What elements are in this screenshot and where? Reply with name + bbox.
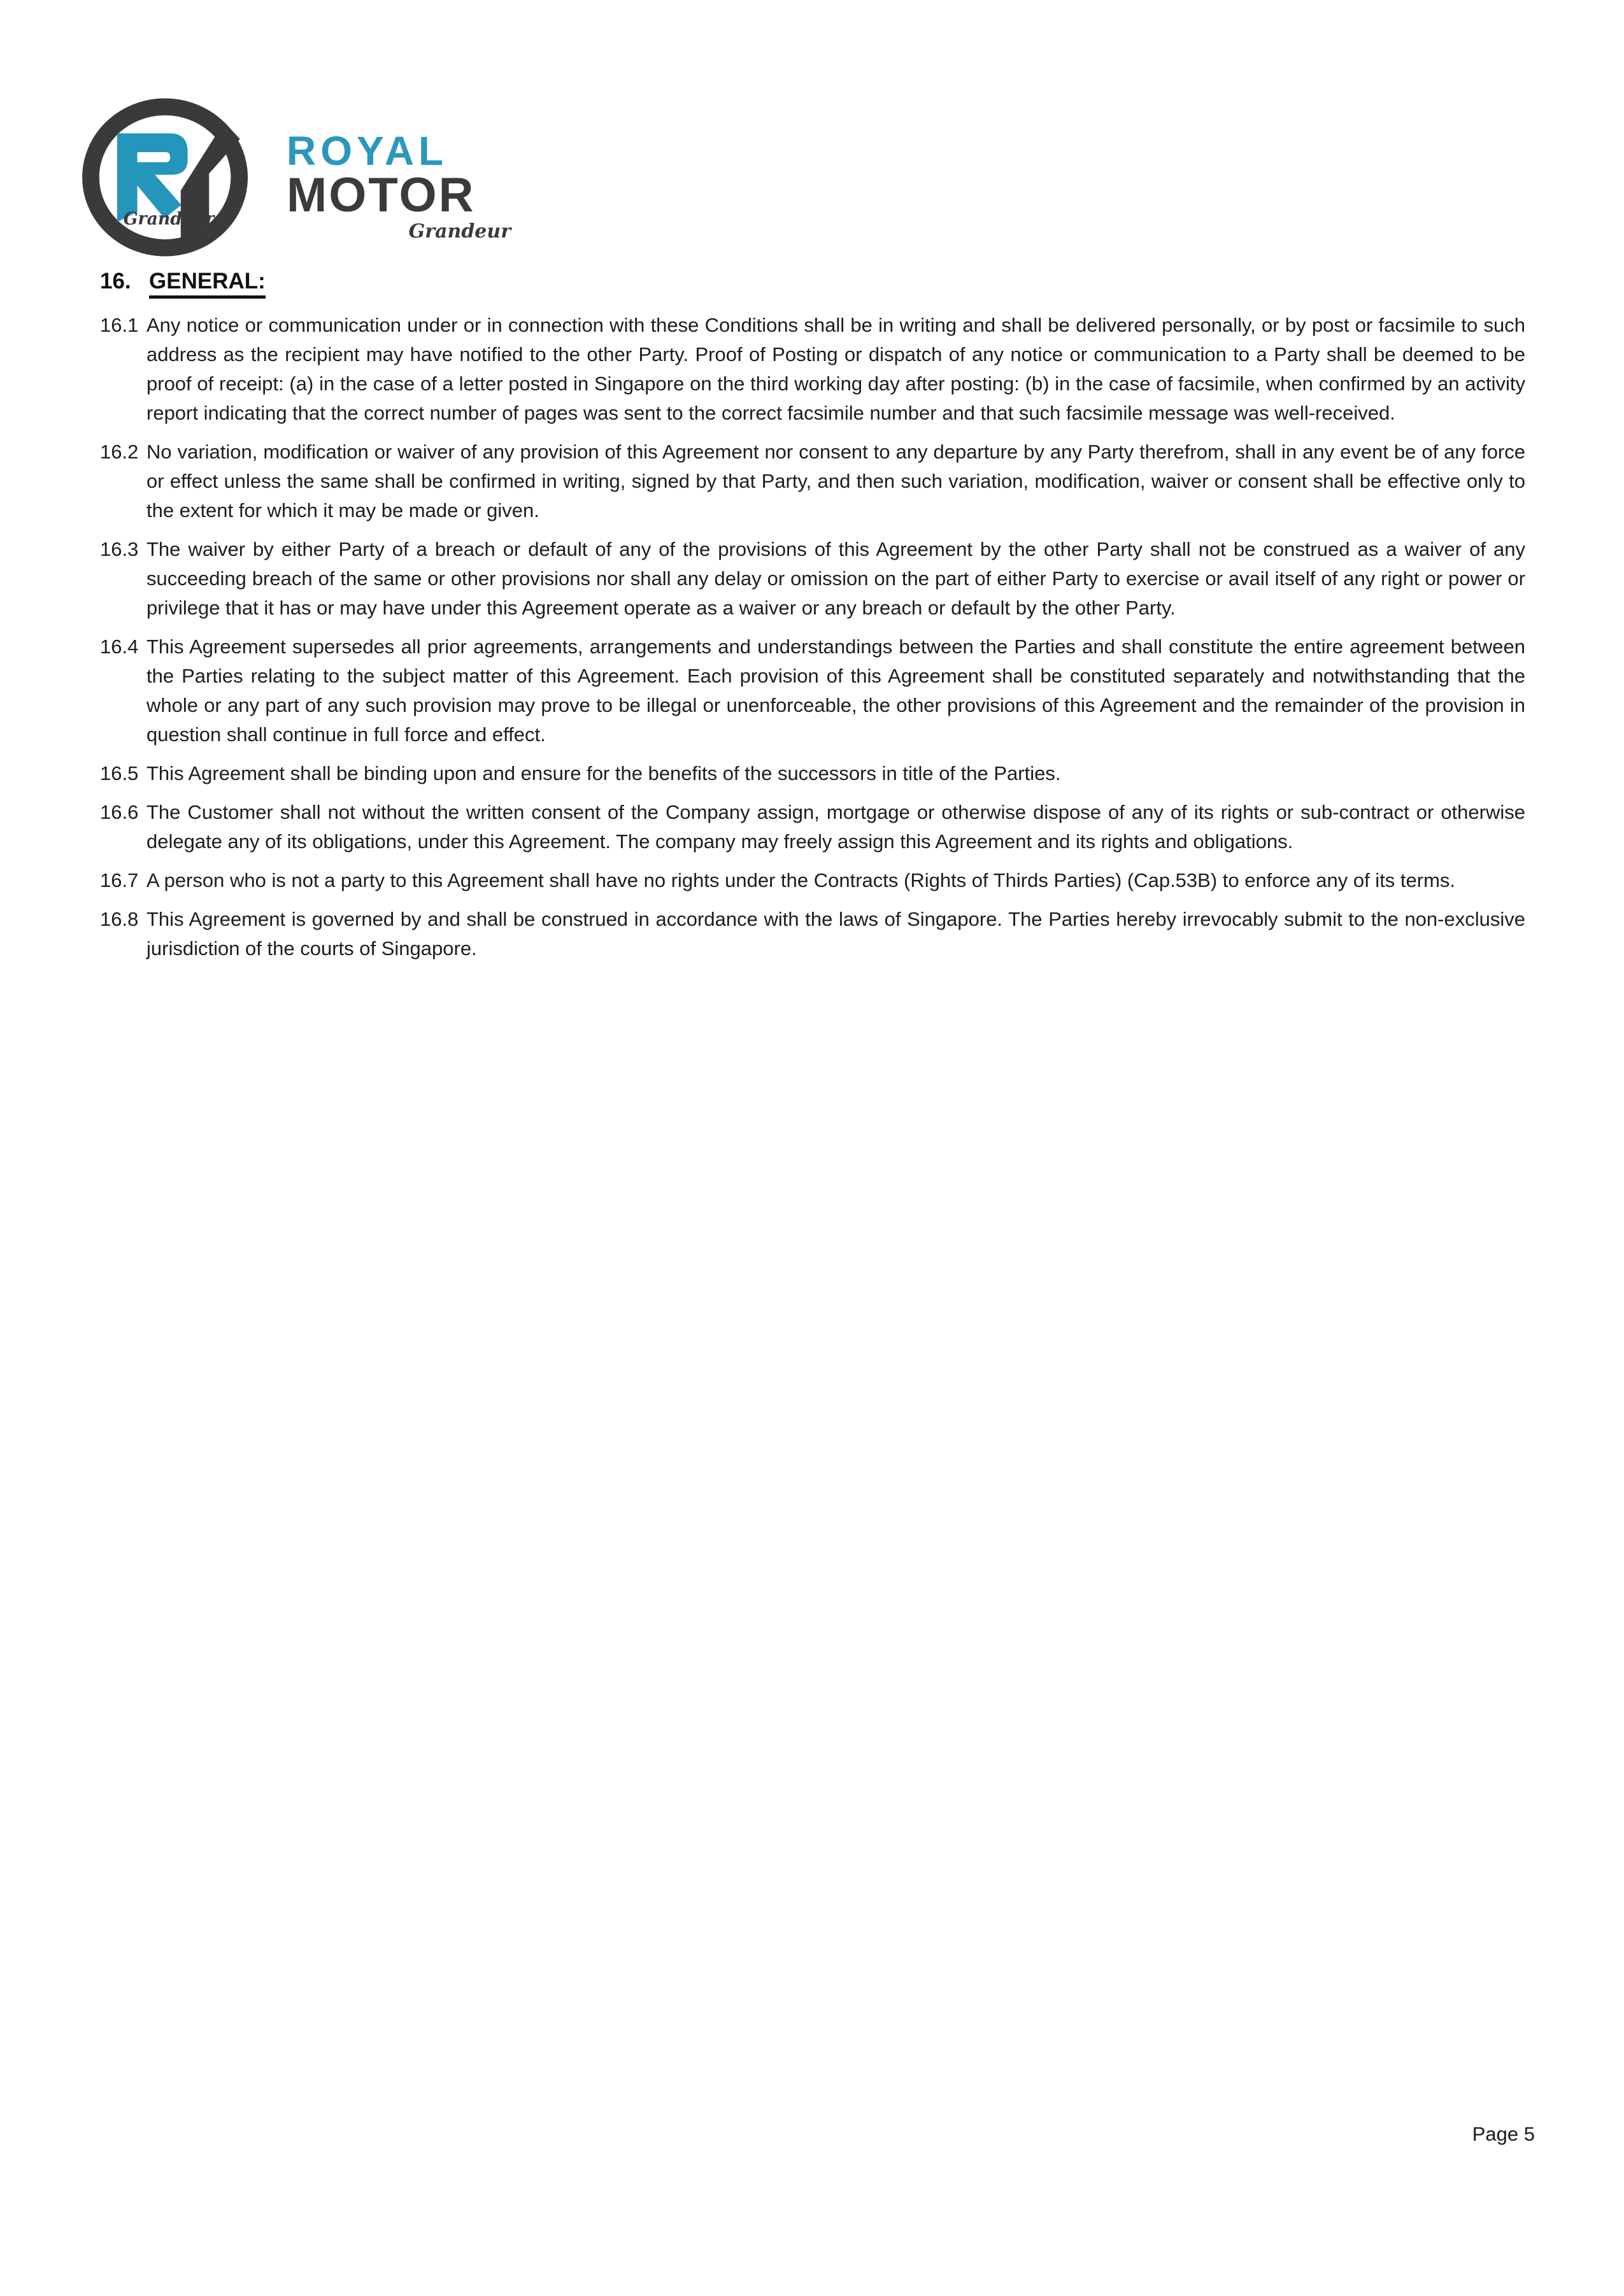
clause-number: 16.2	[100, 441, 139, 463]
clause-list	[100, 311, 1525, 963]
section-number: 16.	[100, 269, 131, 294]
clause-number: 16.3	[100, 538, 139, 560]
clause-text: This Agreement is governed by and shall be construed in accordance with the laws of Singapore. The Parties hereby irrevocably submit to the non-exclusive jurisdiction of the courts of Singapore.	[146, 908, 1525, 960]
clause-text: No variation, modification or waiver of any provision of this Agreement nor consent to any departure by any Party therefrom, shall in any event be of any force or effect unless the same shall be confirmed in writing, signed by that Party, and then such variation, modification, waiver or consent shall be effective only to the extent for which it may be made or given.	[146, 441, 1525, 521]
conditions-section	[0, 269, 1624, 973]
clause-number: 16.4	[100, 635, 139, 658]
clause-number: 16.8	[100, 908, 139, 930]
clause-number: 16.6	[100, 801, 139, 823]
clause-text: A person who is not a party to this Agreement shall have no rights under the Contracts (Rights of Thirds Parties) (Cap.53B) to enforce any of its terms.	[146, 869, 1456, 891]
clause-item	[100, 437, 1525, 525]
royal-motor-logo	[75, 97, 534, 259]
brand-tagline: Grandeur	[408, 220, 511, 243]
logo-wordmark	[287, 130, 516, 243]
clause-item	[100, 798, 1525, 856]
section-heading	[100, 269, 1525, 294]
clause-item	[100, 632, 1525, 749]
clause-item	[100, 535, 1525, 623]
page-number: Page 5	[1472, 2123, 1535, 2145]
clause-text: The waiver by either Party of a breach or default of any of the provisions of this Agreement by the other Party shall not be construed as a waiver of any succeeding breach of the same or other provisions nor shall any delay or omission on the part of either Party to exercise or avail itself of any right or power or privilege that it has or may have under this Agreement operate as a waiver or any breach or default by the other Party.	[146, 538, 1525, 619]
clause-item	[100, 759, 1525, 788]
clause-text: This Agreement shall be binding upon and ensure for the benefits of the successors in title of the Parties.	[146, 762, 1061, 784]
logo-mark-tagline: Grandeur	[123, 209, 215, 229]
clause-number: 16.7	[100, 869, 139, 891]
section-title: GENERAL:	[149, 269, 266, 299]
clause-number: 16.5	[100, 762, 139, 784]
clause-text: Any notice or communication under or in connection with these Conditions shall be in writing and shall be delivered personally, or by post or facsimile to such address as the recipient may have notified to the other Party. Proof of Posting or dispatch of any notice or communication to a Party shall be deemed to be proof of receipt: (a) in the case of a letter posted in Singapore on the third working day after posting: (b) in the case of facsimile, when confirmed by an activity report indicating that the correct number of pages was sent to the correct facsimile number and that such facsimile message was well-received.	[146, 314, 1525, 424]
clause-item	[100, 866, 1525, 895]
royal-motor-logo-icon	[75, 97, 265, 257]
clause-item	[100, 905, 1525, 963]
clause-item	[100, 311, 1525, 428]
clause-text: The Customer shall not without the written consent of the Company assign, mortgage or otherwise dispose of any of its rights or sub-contract or otherwise delegate any of its obligations, under this Agreement. The company may freely assign this Agreement and its rights and obligations.	[146, 801, 1525, 853]
brand-name-motor: MOTOR	[287, 168, 476, 222]
clause-text: This Agreement supersedes all prior agreements, arrangements and understandings between the Parties and shall constitute the entire agreement between the Parties relating to the subject matter of this Agreement. Each provision of this Agreement shall be constituted separately and notwithstanding that the whole or any part of any such provision may prove to be illegal or unenforceable, the other provisions of this Agreement and the remainder of the provision in question shall continue in full force and effect.	[146, 635, 1525, 746]
brand-name-royal: ROYAL	[287, 128, 448, 174]
clause-number: 16.1	[100, 314, 139, 336]
